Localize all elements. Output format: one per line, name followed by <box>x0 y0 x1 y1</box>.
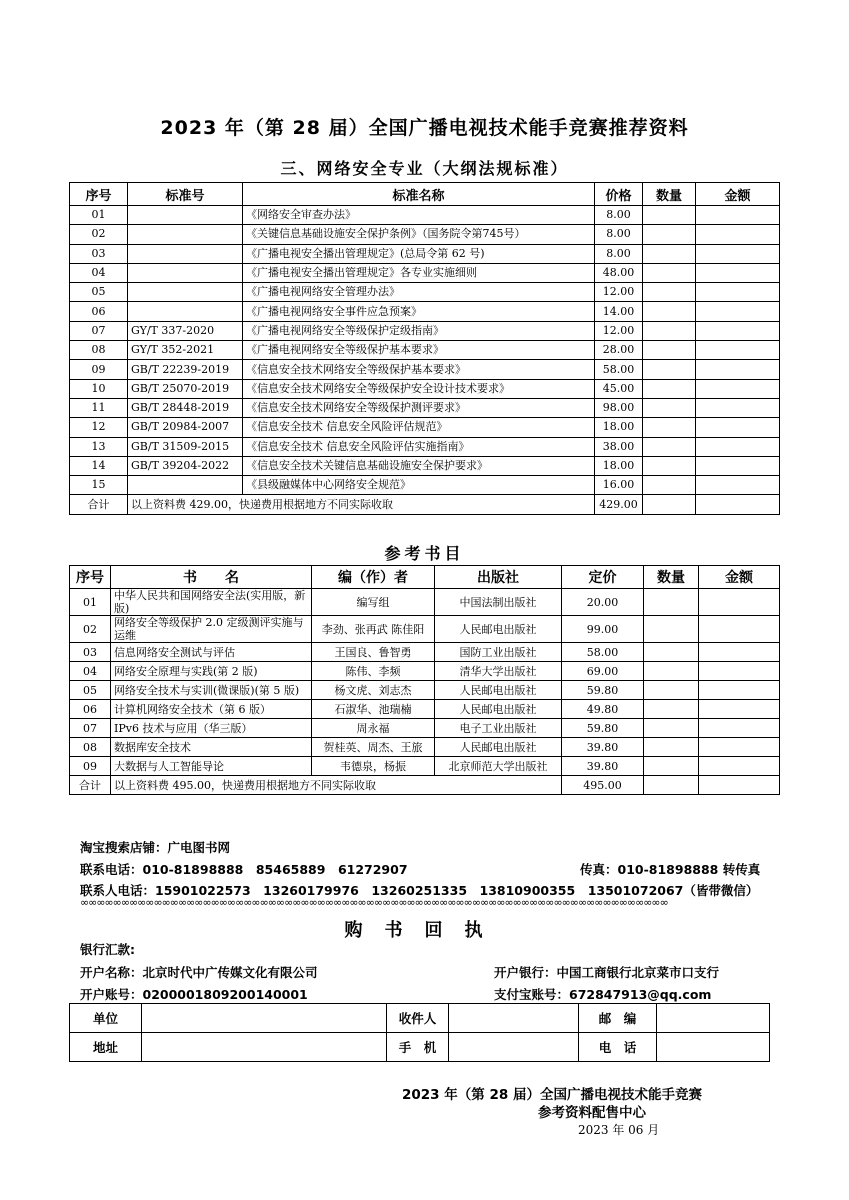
standards-row <box>70 379 780 398</box>
row-index: 04 <box>70 662 111 681</box>
row-index: 12 <box>70 418 128 437</box>
standards-row <box>70 321 780 340</box>
quantity-cell[interactable] <box>643 360 696 379</box>
standard-number: GY/T 352-2021 <box>128 341 243 360</box>
book-price: 99.00 <box>562 616 644 643</box>
row-index: 08 <box>70 341 128 360</box>
book-price: 49.80 <box>562 700 644 719</box>
standard-name: 《广播电视网络安全管理办法》 <box>243 283 595 302</box>
col-header-quantity: 数量 <box>644 566 699 589</box>
address-label: 地址 <box>70 1033 142 1062</box>
row-index: 07 <box>70 321 128 340</box>
quantity-cell[interactable] <box>643 418 696 437</box>
unit-field[interactable] <box>142 1004 387 1033</box>
amount-cell[interactable] <box>696 418 780 437</box>
amount-cell[interactable] <box>696 321 780 340</box>
col-header-book-title: 书 名 <box>111 566 312 589</box>
quantity-cell[interactable] <box>643 206 696 225</box>
row-index: 01 <box>70 589 111 616</box>
book-author: 贺桂英、周杰、王旅 <box>312 738 435 757</box>
book-title: 大数据与人工智能导论 <box>111 757 312 776</box>
book-title: 数据库安全技术 <box>111 738 312 757</box>
price: 8.00 <box>595 244 643 263</box>
mobile-field[interactable] <box>449 1033 579 1062</box>
total-amount-cell[interactable] <box>696 495 780 514</box>
book-title: 网络安全等级保护 2.0 定级测评实施与运维 <box>111 616 312 643</box>
standards-row <box>70 283 780 302</box>
books-total-row <box>70 776 780 795</box>
amount-cell[interactable] <box>699 738 780 757</box>
standard-number: GY/T 337-2020 <box>128 321 243 340</box>
col-header-quantity: 数量 <box>643 183 696 206</box>
row-index: 05 <box>70 681 111 700</box>
amount-cell[interactable] <box>696 379 780 398</box>
total-value: 495.00 <box>562 776 644 795</box>
total-quantity-cell[interactable] <box>644 776 699 795</box>
amount-cell[interactable] <box>699 616 780 643</box>
book-author: 韦德泉，杨振 <box>312 757 435 776</box>
standard-number <box>128 283 243 302</box>
col-header-standard-no: 标准号 <box>128 183 243 206</box>
receipt-form-row <box>70 1004 770 1033</box>
receipt-title: 购书回执 <box>344 920 505 941</box>
receiver-label: 收件人 <box>387 1004 449 1033</box>
alipay-account: 支付宝账号：672847913@qq.com <box>494 987 712 1002</box>
amount-cell[interactable] <box>699 719 780 738</box>
standards-table <box>69 182 780 515</box>
book-price: 59.80 <box>562 719 644 738</box>
standard-number: GB/T 28448-2019 <box>128 398 243 417</box>
total-note: 以上资料费 429.00，快递费用根据地方不同实际收取 <box>128 495 595 514</box>
price: 98.00 <box>595 398 643 417</box>
quantity-cell[interactable] <box>644 681 699 700</box>
book-price: 39.80 <box>562 757 644 776</box>
book-author: 周永福 <box>312 719 435 738</box>
standards-row <box>70 360 780 379</box>
col-header-amount: 金额 <box>696 183 780 206</box>
quantity-cell[interactable] <box>643 456 696 475</box>
standard-number: GB/T 22239-2019 <box>128 360 243 379</box>
price: 45.00 <box>595 379 643 398</box>
section-title: 三、网络安全专业（大纲法规标准） <box>280 159 569 178</box>
standard-name: 《信息安全技术网络安全等级保护基本要求》 <box>243 360 595 379</box>
receiver-field[interactable] <box>449 1004 579 1033</box>
col-header-standard-name: 标准名称 <box>243 183 595 206</box>
postcode-field[interactable] <box>657 1004 770 1033</box>
address-field[interactable] <box>142 1033 387 1062</box>
row-index: 11 <box>70 398 128 417</box>
standard-number: GB/T 39204-2022 <box>128 456 243 475</box>
bank-name: 开户银行：中国工商银行北京菜市口支行 <box>494 965 720 980</box>
price: 16.00 <box>595 476 643 495</box>
book-row <box>70 700 780 719</box>
total-amount-cell[interactable] <box>699 776 780 795</box>
footer-organizer: 2023 年（第 28 届）全国广播电视技术能手竞赛 <box>402 1087 702 1103</box>
book-title: 网络安全原理与实践(第 2 版) <box>111 662 312 681</box>
amount-cell[interactable] <box>696 283 780 302</box>
quantity-cell[interactable] <box>644 700 699 719</box>
standard-number: GB/T 20984-2007 <box>128 418 243 437</box>
price: 28.00 <box>595 341 643 360</box>
book-row <box>70 589 780 616</box>
standard-name: 《县级融媒体中心网络安全规范》 <box>243 476 595 495</box>
book-publisher: 电子工业出版社 <box>435 719 562 738</box>
amount-cell[interactable] <box>696 206 780 225</box>
standards-total-row <box>70 495 780 514</box>
standard-number <box>128 302 243 321</box>
standards-row <box>70 341 780 360</box>
book-title: 计算机网络安全技术（第 6 版） <box>111 700 312 719</box>
price: 58.00 <box>595 360 643 379</box>
quantity-cell[interactable] <box>644 719 699 738</box>
amount-cell[interactable] <box>696 263 780 282</box>
book-publisher: 人民邮电出版社 <box>435 616 562 643</box>
standard-name: 《信息安全技术网络安全等级保护测评要求》 <box>243 398 595 417</box>
standards-table-body <box>70 206 780 495</box>
standards-row <box>70 437 780 456</box>
standard-number: GB/T 25070-2019 <box>128 379 243 398</box>
quantity-cell[interactable] <box>643 283 696 302</box>
standards-header-row <box>70 183 780 206</box>
book-price: 69.00 <box>562 662 644 681</box>
total-quantity-cell[interactable] <box>643 495 696 514</box>
book-publisher: 中国法制出版社 <box>435 589 562 616</box>
standard-name: 《广播电视安全播出管理规定》(总局令第 62 号) <box>243 244 595 263</box>
col-header-list-price: 定价 <box>562 566 644 589</box>
books-header-row <box>70 566 780 589</box>
row-index: 09 <box>70 360 128 379</box>
total-label: 合计 <box>70 776 111 795</box>
row-index: 03 <box>70 244 128 263</box>
contact-phone: 联系电话：010-81898888 85465889 61272907 <box>80 862 408 877</box>
standard-name: 《网络安全审查办法》 <box>243 206 595 225</box>
standards-row <box>70 456 780 475</box>
col-header-publisher: 出版社 <box>435 566 562 589</box>
quantity-cell[interactable] <box>643 225 696 244</box>
price: 18.00 <box>595 418 643 437</box>
book-author: 编写组 <box>312 589 435 616</box>
total-note: 以上资料费 495.00，快递费用根据地方不同实际收取 <box>111 776 562 795</box>
standard-number <box>128 206 243 225</box>
book-row <box>70 662 780 681</box>
book-author: 石淑华、池瑞楠 <box>312 700 435 719</box>
row-index: 06 <box>70 302 128 321</box>
postcode-label: 邮 编 <box>579 1004 657 1033</box>
total-value: 429.00 <box>595 495 643 514</box>
books-table <box>69 565 780 795</box>
row-index: 15 <box>70 476 128 495</box>
standard-name: 《信息安全技术 信息安全风险评估规范》 <box>243 418 595 437</box>
amount-cell[interactable] <box>696 456 780 475</box>
quantity-cell[interactable] <box>643 244 696 263</box>
amount-cell[interactable] <box>699 700 780 719</box>
row-index: 06 <box>70 700 111 719</box>
row-index: 02 <box>70 225 128 244</box>
amount-cell[interactable] <box>699 662 780 681</box>
row-index: 01 <box>70 206 128 225</box>
price: 14.00 <box>595 302 643 321</box>
book-author: 陈伟、李频 <box>312 662 435 681</box>
book-row <box>70 719 780 738</box>
book-publisher: 人民邮电出版社 <box>435 738 562 757</box>
book-publisher: 国防工业出版社 <box>435 643 562 662</box>
book-price: 58.00 <box>562 643 644 662</box>
quantity-cell[interactable] <box>644 589 699 616</box>
book-price: 59.80 <box>562 681 644 700</box>
amount-cell[interactable] <box>696 476 780 495</box>
bank-remit-label: 银行汇款: <box>80 942 135 957</box>
wave-divider: ∞∞∞∞∞∞∞∞∞∞∞∞∞∞∞∞∞∞∞∞∞∞∞∞∞∞∞∞∞∞∞∞∞∞∞∞∞∞∞∞∞∞∞∞∞∞∞∞∞∞∞∞∞∞∞∞∞∞∞∞∞∞∞∞∞∞∞∞∞∞∞∞ <box>80 898 668 908</box>
quantity-cell[interactable] <box>644 662 699 681</box>
quantity-cell[interactable] <box>644 738 699 757</box>
footer-center-name: 参考资料配售中心 <box>538 1105 646 1121</box>
book-price: 39.80 <box>562 738 644 757</box>
total-label: 合计 <box>70 495 128 514</box>
amount-cell[interactable] <box>696 360 780 379</box>
quantity-cell[interactable] <box>644 616 699 643</box>
book-title: 信息网络安全测试与评估 <box>111 643 312 662</box>
book-row <box>70 616 780 643</box>
standard-number <box>128 263 243 282</box>
standard-number <box>128 476 243 495</box>
standards-row <box>70 244 780 263</box>
footer-date: 2023 年 06 月 <box>578 1123 660 1137</box>
standards-row <box>70 263 780 282</box>
book-row <box>70 757 780 776</box>
contact-person-phones: 联系人电话：15901022573 13260179976 13260251335 13810900355 13501072067（皆带微信） <box>80 883 759 898</box>
quantity-cell[interactable] <box>644 643 699 662</box>
standards-row <box>70 302 780 321</box>
standard-name: 《广播电视网络安全等级保护定级指南》 <box>243 321 595 340</box>
book-author: 王国良、鲁智勇 <box>312 643 435 662</box>
quantity-cell[interactable] <box>643 476 696 495</box>
book-price: 20.00 <box>562 589 644 616</box>
quantity-cell[interactable] <box>643 302 696 321</box>
row-index: 05 <box>70 283 128 302</box>
book-title: 网络安全技术与实训(微课版)(第 5 版) <box>111 681 312 700</box>
book-author: 杨文虎、刘志杰 <box>312 681 435 700</box>
quantity-cell[interactable] <box>643 398 696 417</box>
receipt-form-row <box>70 1033 770 1062</box>
row-index: 08 <box>70 738 111 757</box>
col-header-index: 序号 <box>70 566 111 589</box>
amount-cell[interactable] <box>696 398 780 417</box>
standards-row <box>70 418 780 437</box>
standards-row <box>70 476 780 495</box>
page-title: 2023 年（第 28 届）全国广播电视技术能手竞赛推荐资料 <box>160 117 689 139</box>
book-row <box>70 681 780 700</box>
price: 48.00 <box>595 263 643 282</box>
quantity-cell[interactable] <box>643 263 696 282</box>
standard-name: 《信息安全技术关键信息基础设施安全保护要求》 <box>243 456 595 475</box>
col-header-price: 价格 <box>595 183 643 206</box>
telephone-label: 电 话 <box>579 1033 657 1062</box>
book-row <box>70 643 780 662</box>
standard-number <box>128 244 243 263</box>
row-index: 07 <box>70 719 111 738</box>
col-header-index: 序号 <box>70 183 128 206</box>
standards-row <box>70 225 780 244</box>
price: 12.00 <box>595 321 643 340</box>
quantity-cell[interactable] <box>644 757 699 776</box>
account-name: 开户名称：北京时代中广传媒文化有限公司 <box>80 965 318 980</box>
row-index: 13 <box>70 437 128 456</box>
books-section-title: 参考书目 <box>384 544 465 563</box>
book-publisher: 人民邮电出版社 <box>435 681 562 700</box>
standard-name: 《信息安全技术 信息安全风险评估实施指南》 <box>243 437 595 456</box>
book-publisher: 北京师范大学出版社 <box>435 757 562 776</box>
standards-row <box>70 398 780 417</box>
row-index: 04 <box>70 263 128 282</box>
receipt-form <box>69 1003 770 1062</box>
book-publisher: 清华大学出版社 <box>435 662 562 681</box>
fax-number: 传真：010-81898888 转传真 <box>580 862 761 877</box>
standard-name: 《广播电视网络安全等级保护基本要求》 <box>243 341 595 360</box>
amount-cell[interactable] <box>699 757 780 776</box>
book-title: IPv6 技术与应用（华三版） <box>111 719 312 738</box>
amount-cell[interactable] <box>696 341 780 360</box>
price: 8.00 <box>595 225 643 244</box>
amount-cell[interactable] <box>696 302 780 321</box>
price: 18.00 <box>595 456 643 475</box>
standard-name: 《信息安全技术网络安全等级保护安全设计技术要求》 <box>243 379 595 398</box>
amount-cell[interactable] <box>696 437 780 456</box>
book-row <box>70 738 780 757</box>
amount-cell[interactable] <box>699 681 780 700</box>
col-header-amount: 金额 <box>699 566 780 589</box>
amount-cell[interactable] <box>696 244 780 263</box>
row-index: 14 <box>70 456 128 475</box>
mobile-label: 手 机 <box>387 1033 449 1062</box>
quantity-cell[interactable] <box>643 321 696 340</box>
taobao-shop-info: 淘宝搜索店铺：广电图书网 <box>80 840 231 855</box>
quantity-cell[interactable] <box>643 437 696 456</box>
books-table-body <box>70 589 780 776</box>
standard-number: GB/T 31509-2015 <box>128 437 243 456</box>
standard-name: 《关键信息基础设施安全保护条例》（国务院令第745号） <box>243 225 595 244</box>
book-author: 李劲、张再武 陈佳阳 <box>312 616 435 643</box>
quantity-cell[interactable] <box>643 379 696 398</box>
standard-name: 《广播电视安全播出管理规定》各专业实施细则 <box>243 263 595 282</box>
col-header-author: 编（作）者 <box>312 566 435 589</box>
price: 38.00 <box>595 437 643 456</box>
telephone-field[interactable] <box>657 1033 770 1062</box>
row-index: 02 <box>70 616 111 643</box>
row-index: 03 <box>70 643 111 662</box>
standards-row <box>70 206 780 225</box>
account-number: 开户账号：0200001809200140001 <box>80 987 308 1002</box>
unit-label: 单位 <box>70 1004 142 1033</box>
book-publisher: 人民邮电出版社 <box>435 700 562 719</box>
book-title: 中华人民共和国网络安全法(实用版，新版) <box>111 589 312 616</box>
row-index: 09 <box>70 757 111 776</box>
standard-name: 《广播电视网络安全事件应急预案》 <box>243 302 595 321</box>
quantity-cell[interactable] <box>643 341 696 360</box>
price: 12.00 <box>595 283 643 302</box>
amount-cell[interactable] <box>699 643 780 662</box>
amount-cell[interactable] <box>699 589 780 616</box>
standard-number <box>128 225 243 244</box>
price: 8.00 <box>595 206 643 225</box>
row-index: 10 <box>70 379 128 398</box>
amount-cell[interactable] <box>696 225 780 244</box>
